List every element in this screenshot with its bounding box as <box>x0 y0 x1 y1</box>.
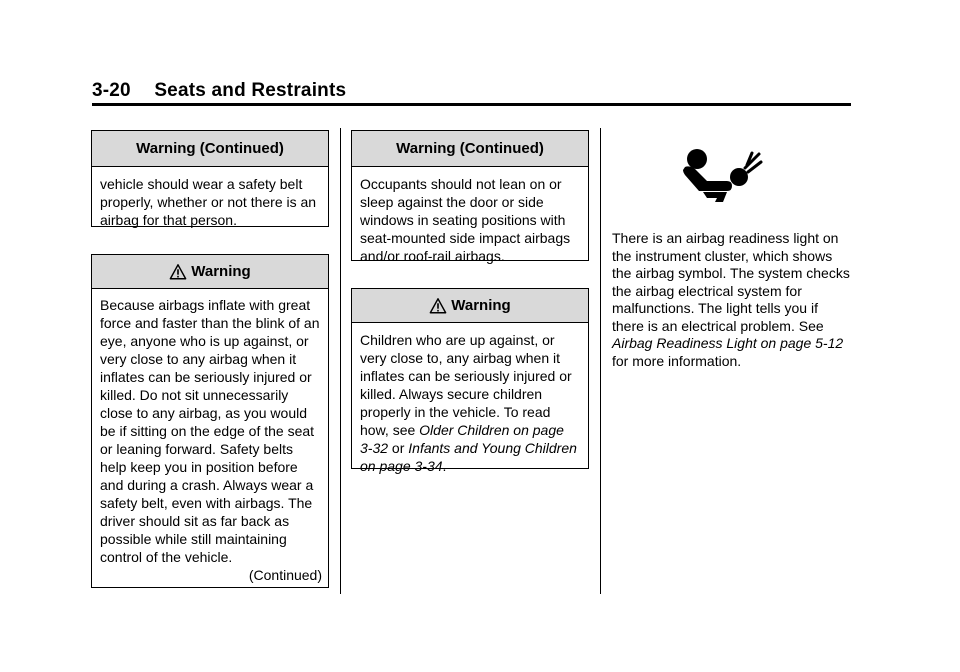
warning-text: Because airbags inflate with great force and faster than the blink of an eye, anyone who is up against, or very close to any airbag when it inflates can be seriously injured or killed. Do not sit unnecessarily close to any airbag, as you would be if sitting on the edge of the seat or leaning forward. Safety belts help keep you in position before and during a crash. Always wear a safety belt, even with airbags. The driver should sit as far back as possible while still maintaining control of the vehicle. <box>100 297 320 565</box>
page-header <box>92 80 346 102</box>
link-airbag-readiness-light[interactable]: Airbag Readiness Light on page 5-12 <box>612 335 844 351</box>
warning-continued-box <box>91 130 329 227</box>
paragraph-text-part: There is an airbag readiness light on the instrument cluster, which shows the airbag symbol. The system checks the airbag electrical system for malfunctions. The light tells you if there is an electrical problem. See <box>612 230 850 334</box>
warning-text-part: . <box>442 458 447 474</box>
warning-title: Warning <box>451 297 511 314</box>
warning-continued-text: Occupants should not lean on or sleep against the door or side windows in seating positions with seat-mounted side impact airbags and/or roof-rail airbags. <box>360 176 571 264</box>
warning-text-part: Children who are up against, or very close to, any airbag when it inflates can be seriously injured or killed. Always secure children properly in the vehicle. To read how, see <box>360 332 572 438</box>
warning-header <box>92 255 328 289</box>
warning-text <box>352 323 588 475</box>
warning-text-part: or <box>388 440 409 456</box>
header-rule <box>92 103 851 106</box>
warning-icon <box>169 263 187 281</box>
continued-label: (Continued) <box>248 567 322 583</box>
warning-header <box>352 289 588 323</box>
warning-continued-text: vehicle should wear a safety belt properly, whether or not there is an airbag for that person. <box>100 176 317 228</box>
page-number: 3-20 <box>92 80 131 101</box>
warning-continued-title: Warning (Continued) <box>352 131 588 167</box>
airbag-readiness-paragraph <box>612 230 852 370</box>
warning-box <box>91 254 329 588</box>
link-older-children[interactable]: Older Children on page 3-32 <box>360 422 564 456</box>
section-title: Seats and Restraints <box>154 80 347 101</box>
airbag-readiness-icon <box>679 148 763 202</box>
warning-title: Warning <box>191 263 251 280</box>
warning-box <box>351 288 589 474</box>
paragraph-text-part: for more information. <box>612 352 742 369</box>
warning-icon <box>429 297 447 315</box>
warning-continued-box <box>351 130 589 264</box>
warning-continued-title: Warning (Continued) <box>92 131 328 167</box>
link-infants-young-children[interactable]: Infants and Young Children on page 3-34 <box>360 440 577 474</box>
column-separator <box>340 128 341 594</box>
column-separator <box>600 128 601 594</box>
